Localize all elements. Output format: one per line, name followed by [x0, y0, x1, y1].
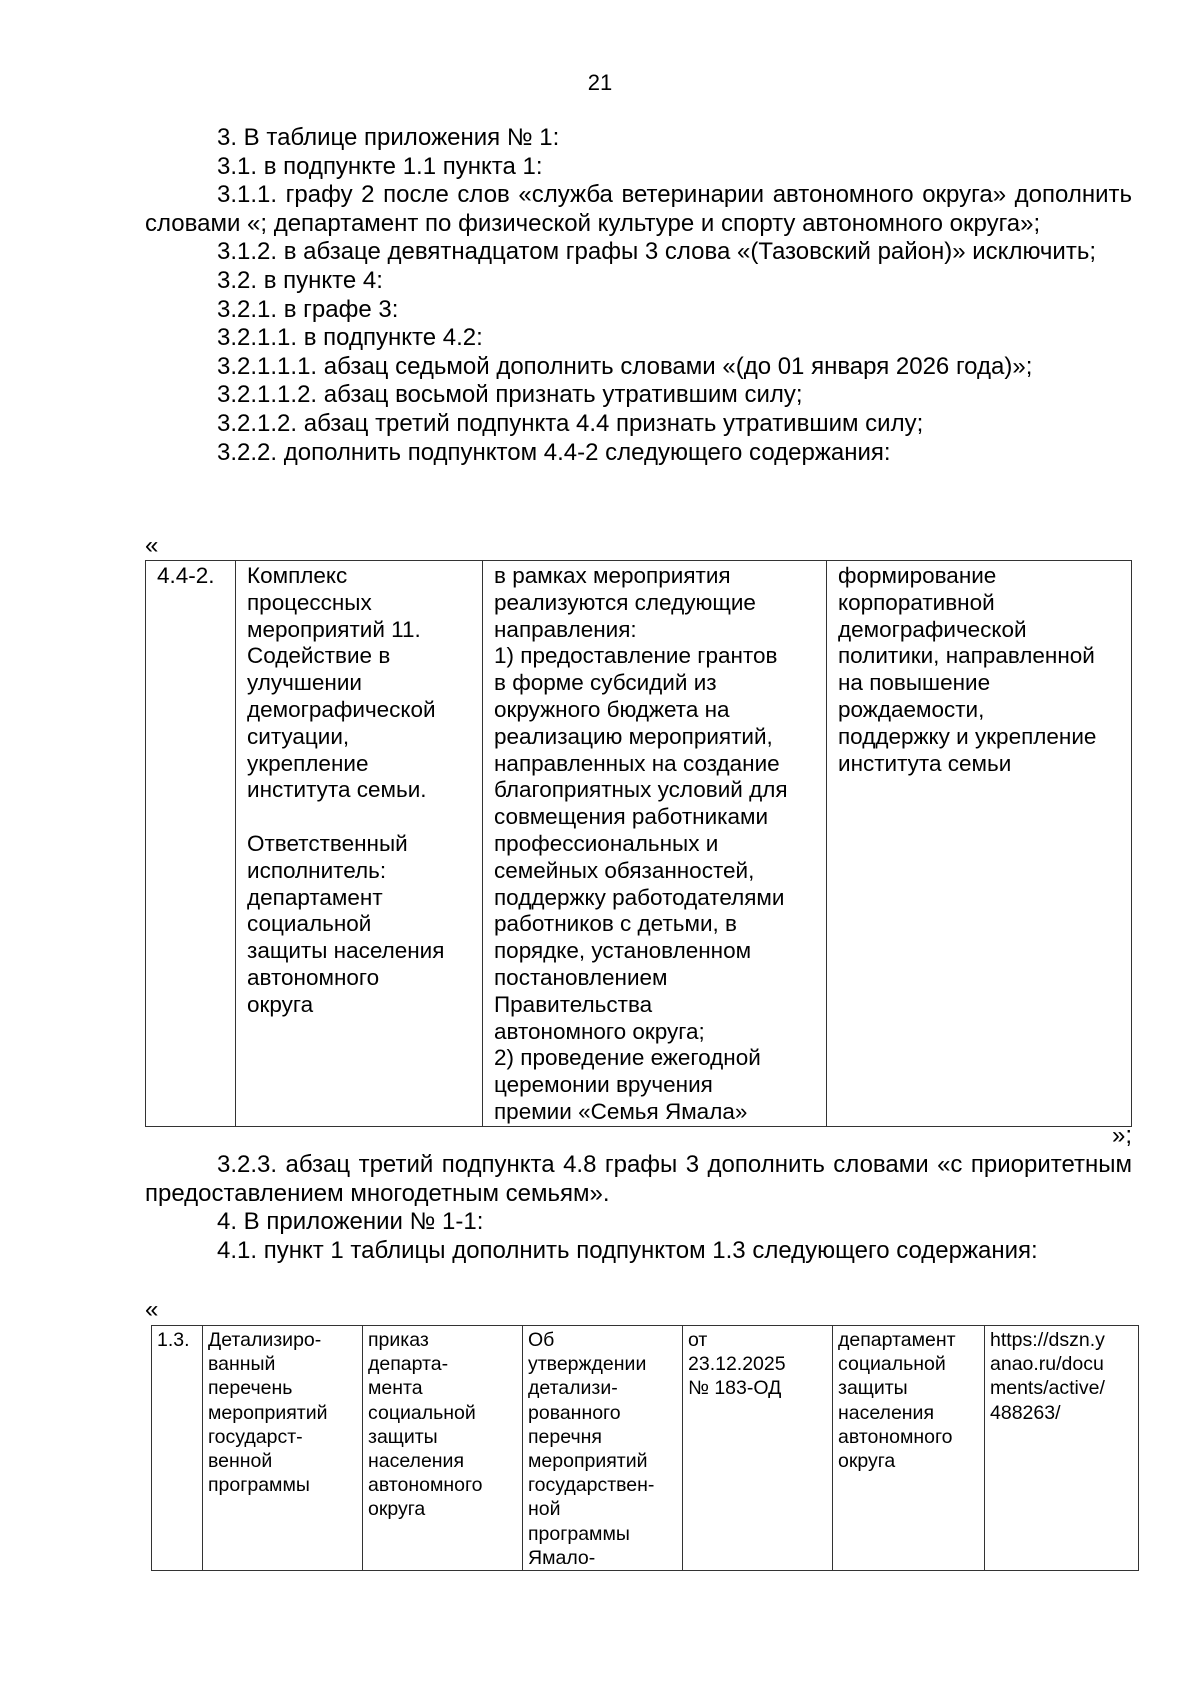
cell-line: Ответственный	[247, 830, 408, 856]
cell-line: исполнитель:	[247, 857, 387, 883]
cell-line: Об	[528, 1329, 555, 1351]
cell-line: демографической	[247, 696, 436, 722]
cell-line: автономного	[368, 1474, 483, 1497]
cell-line: социальной	[368, 1401, 476, 1424]
cell-line: защиты населения	[247, 938, 445, 964]
paragraph-3-1: 3.1. в подпункте 1.1 пункта 1:	[217, 152, 543, 180]
paragraph-3-2: 3.2. в пункте 4:	[217, 266, 383, 294]
cell-line: автономного округа;	[494, 1018, 705, 1044]
cell-line: от	[688, 1329, 708, 1351]
paragraph-3-2-1-1: 3.2.1.1. в подпункте 4.2:	[217, 324, 483, 352]
cell-line: Правительства	[494, 991, 653, 1017]
cell-line: постановлением	[494, 964, 668, 990]
cell-line: перечень	[208, 1377, 293, 1400]
cell-line: благоприятных условий для	[494, 777, 788, 803]
document-link-line[interactable]: ments/active/	[990, 1377, 1105, 1400]
cell-line: приказ	[368, 1329, 429, 1351]
cell-line: корпоративной	[838, 589, 995, 615]
paragraph-3-2-1-1-2: 3.2.1.1.2. абзац восьмой признать утратившим силу;	[217, 381, 803, 409]
table2-cell-document-date	[683, 1326, 833, 1571]
table2-cell-issuer	[833, 1326, 985, 1571]
cell-line: мероприятий	[208, 1401, 328, 1424]
quote-open-table1: «	[145, 532, 159, 559]
document-link-line[interactable]: https://dszn.y	[990, 1329, 1105, 1351]
document-link-line[interactable]: 488263/	[990, 1401, 1061, 1424]
cell-line: работников с детьми, в	[494, 911, 737, 937]
cell-line: семейных обязанностей,	[494, 857, 755, 883]
cell-line: социальной	[247, 911, 372, 937]
cell-line: ситуации,	[247, 723, 350, 749]
cell-line: совмещения работниками	[494, 804, 769, 830]
table-row	[152, 1326, 1139, 1571]
table-row	[146, 561, 1132, 1127]
cell-line: округа	[368, 1498, 426, 1521]
cell-line: окружного бюджета на	[494, 696, 730, 722]
cell-line: 2) проведение ежегодной	[494, 1045, 761, 1071]
cell-line: программы	[208, 1474, 310, 1497]
cell-line: процессных	[247, 589, 372, 615]
cell-line: Детализиро-	[208, 1329, 322, 1351]
cell-line: государст-	[208, 1425, 303, 1448]
cell-line: порядке, установленном	[494, 938, 752, 964]
cell-line: защиты	[368, 1425, 438, 1448]
cell-line: государствен-	[528, 1474, 655, 1497]
cell-line: церемонии вручения	[494, 1072, 713, 1098]
cell-line: Комплекс	[247, 563, 348, 588]
cell-line: поддержку и укрепление	[838, 723, 1097, 749]
table1-number: 4.4-2.	[157, 563, 215, 588]
cell-line: мероприятий 11.	[247, 616, 421, 642]
paragraph-3-2-1-2: 3.2.1.2. абзац третий подпункта 4.4 признать утратившим силу;	[217, 409, 924, 437]
table1-cell-number	[146, 561, 236, 1127]
cell-line: реализуются следующие	[494, 589, 756, 615]
table1-cell-description	[483, 561, 827, 1127]
cell-line: департамент	[838, 1329, 956, 1351]
table2-cell-link[interactable]	[985, 1326, 1139, 1571]
cell-line: департа-	[368, 1353, 449, 1376]
cell-line: института семьи	[838, 750, 1012, 776]
paragraph-4: 4. В приложении № 1-1:	[217, 1208, 484, 1236]
table-item-4-4-2	[145, 560, 1132, 1127]
cell-line: рованного	[528, 1401, 621, 1424]
paragraph-3: 3. В таблице приложения № 1:	[217, 124, 560, 151]
table2-cell-document-type	[363, 1326, 523, 1571]
cell-line: улучшении	[247, 670, 362, 696]
table-item-1-3	[151, 1325, 1139, 1571]
cell-line: автономного	[247, 964, 380, 990]
cell-line: перечня	[528, 1425, 602, 1448]
table1-cell-title	[236, 561, 483, 1127]
cell-line: формирование	[838, 563, 997, 588]
paragraph-3-2-2: 3.2.2. дополнить подпунктом 4.4-2 следующего содержания:	[217, 438, 891, 466]
cell-line: округа	[838, 1450, 896, 1473]
cell-line: укрепление	[247, 750, 369, 776]
cell-line: поддержку работодателями	[494, 884, 785, 910]
paragraph-3-1-2: 3.1.2. в абзаце девятнадцатом графы 3 слова «(Тазовский район)» исключить;	[217, 238, 1096, 266]
cell-line: мероприятий	[528, 1450, 648, 1473]
cell-line: детализи-	[528, 1377, 618, 1400]
table2-cell-number	[152, 1326, 203, 1571]
table2-cell-document-name	[203, 1326, 363, 1571]
page-number: 21	[587, 70, 613, 95]
section-amendments-appendix-1-1	[145, 1151, 1132, 1265]
paragraph-3-2-1: 3.2.1. в графе 3:	[217, 295, 399, 323]
paragraph-4-1: 4.1. пункт 1 таблицы дополнить подпунктом 1.3 следующего содержания:	[217, 1236, 1038, 1264]
cell-line: округа	[247, 991, 314, 1017]
cell-line: института семьи.	[247, 777, 427, 803]
cell-line: премии «Семья Ямала»	[494, 1098, 748, 1124]
cell-line: на повышение	[838, 670, 991, 696]
cell-line: Содействие в	[247, 643, 391, 669]
cell-line: утверждении	[528, 1353, 647, 1376]
cell-line: политики, направленной	[838, 643, 1095, 669]
section-amendments-appendix-1	[145, 124, 1132, 467]
cell-line: мента	[368, 1377, 423, 1400]
cell-line: защиты	[838, 1377, 908, 1400]
cell-line: рождаемости,	[838, 696, 985, 722]
cell-line: населения	[368, 1450, 465, 1473]
blank-line	[247, 804, 472, 831]
cell-line: профессиональных и	[494, 830, 719, 856]
quote-open-table2: «	[145, 1296, 159, 1323]
cell-line: № 183-ОД	[688, 1377, 782, 1400]
cell-line: программы	[528, 1522, 630, 1545]
cell-line: 1) предоставление грантов	[494, 643, 778, 669]
cell-line: ванный	[208, 1353, 276, 1376]
cell-line: Ямало-	[528, 1546, 596, 1569]
table2-cell-document-title	[523, 1326, 683, 1571]
document-link-line[interactable]: anao.ru/docu	[990, 1353, 1104, 1376]
cell-line: направления:	[494, 616, 637, 642]
cell-line: социальной	[838, 1353, 946, 1376]
cell-line: 23.12.2025	[688, 1353, 786, 1376]
cell-line: автономного	[838, 1425, 953, 1448]
cell-line: демографической	[838, 616, 1027, 642]
cell-line: населения	[838, 1401, 935, 1424]
paragraph-3-2-3: 3.2.3. абзац третий подпункта 4.8 графы 3 дополнить словами «с приоритетным предоставлением многодетным семьям».	[145, 1151, 1132, 1207]
table2-number: 1.3.	[157, 1329, 190, 1351]
cell-line: направленных на создание	[494, 750, 780, 776]
cell-line: департамент	[247, 884, 383, 910]
cell-line: в форме субсидий из	[494, 670, 717, 696]
paragraph-3-2-1-1-1: 3.2.1.1.1. абзац седьмой дополнить словами «(до 01 января 2026 года)»;	[217, 352, 1033, 380]
paragraph-3-1-1: 3.1.1. графу 2 после слов «служба ветеринарии автономного округа» дополнить словами «; департамент по физической культуре и спорту автономного округа»;	[145, 181, 1132, 237]
cell-line: ной	[528, 1498, 561, 1521]
cell-line: реализацию мероприятий,	[494, 723, 773, 749]
quote-close-table1: »;	[1111, 1122, 1132, 1149]
cell-line: в рамках мероприятия	[494, 563, 731, 588]
table1-cell-goal	[827, 561, 1132, 1127]
cell-line: венной	[208, 1450, 273, 1473]
